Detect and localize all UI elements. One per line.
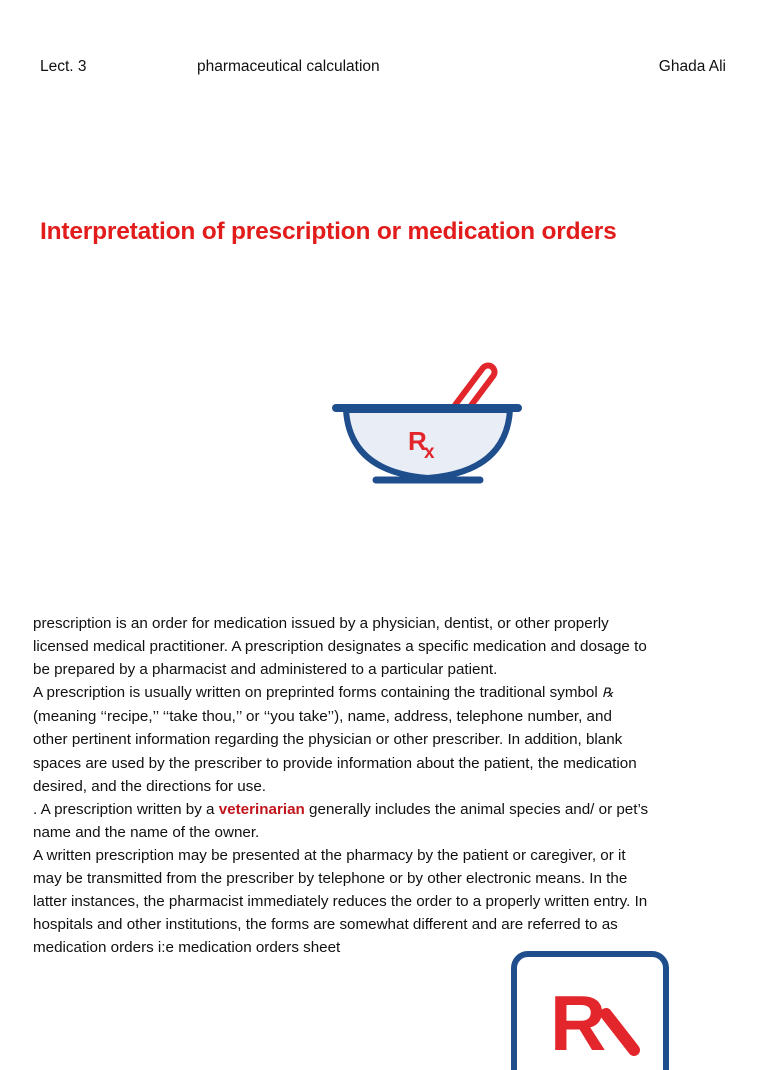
text-line: (meaning ‘‘recipe,’’ ‘‘take thou,’’ or ‘‘you take’’), name, address, telephone number, and: [33, 708, 612, 726]
prescription-description: [33, 612, 763, 959]
slide-header: [0, 58, 768, 78]
text-line: prescription is an order for medication issued by a physician, dentist, or other properly: [33, 615, 609, 632]
text-line: other pertinent information regarding the physician or other prescriber. In addition, blank: [33, 731, 623, 749]
text-line: medication orders i:e medication orders sheet: [33, 939, 341, 957]
mortar-pestle-rx-icon: [328, 344, 528, 490]
rx-letter: R: [408, 426, 427, 456]
rx-symbol-icon: ℞: [601, 686, 614, 702]
text-line: may be transmitted from the prescriber by telephone or by other electronic means. In the: [33, 870, 628, 888]
text-line: be prepared by a pharmacist and administered to a particular patient.: [33, 661, 498, 679]
rx-badge-icon: [510, 950, 670, 1070]
text-line: desired, and the directions for use.: [33, 777, 267, 795]
text-line: hospitals and other institutions, the forms are somewhat different and are referred to as: [33, 916, 618, 934]
text-line: licensed medical practitioner. A prescription designates a specific medication and dosage to: [33, 638, 647, 656]
text-line: spaces are used by the prescriber to provide information about the patient, the medication: [33, 754, 637, 772]
text-line: name and the name of the owner.: [33, 823, 260, 841]
page-title: Interpretation of prescription or medication orders: [40, 218, 617, 245]
text-line: A written prescription may be presented at the pharmacy by the patient or caregiver, or it: [33, 846, 626, 864]
text-line: [33, 681, 763, 705]
text-line: [33, 798, 763, 821]
text-segment: generally includes the animal species and/ or pet’s: [304, 800, 649, 818]
author-name: Ghada Ali: [658, 58, 726, 75]
text-segment: A prescription is usually written on preprinted forms containing the traditional symbol: [33, 684, 602, 702]
pestle-icon: [461, 372, 488, 408]
lecture-number: Lect. 3: [40, 58, 87, 75]
highlight-term: veterinarian: [218, 800, 305, 818]
badge-rx-letter: R: [550, 979, 607, 1067]
course-subject: pharmaceutical calculation: [197, 58, 380, 75]
rx-subscript: x: [424, 442, 435, 463]
text-segment: . A prescription written by a: [33, 800, 219, 818]
text-line: latter instances, the pharmacist immediately reduces the order to a properly written entry. In: [33, 893, 648, 911]
